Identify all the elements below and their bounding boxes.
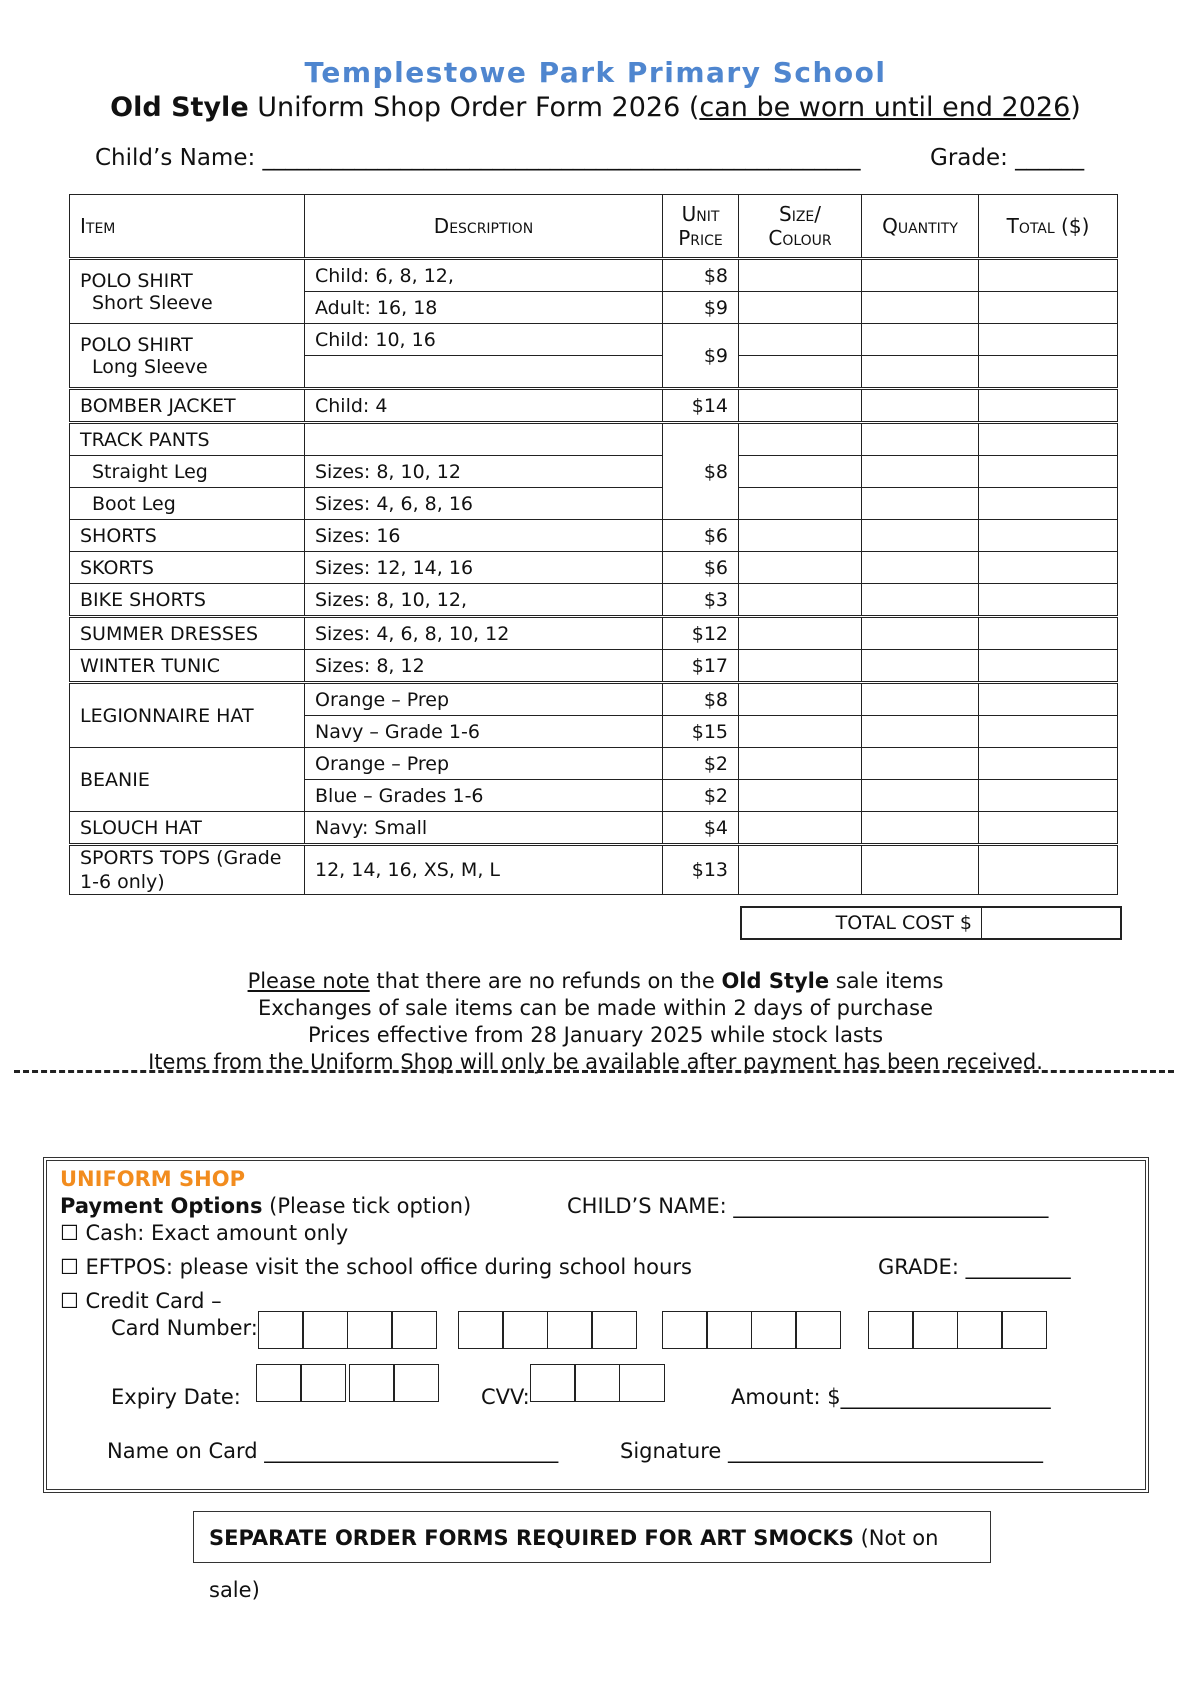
item-name: POLO SHIRT bbox=[80, 333, 193, 356]
payment-section bbox=[43, 1157, 1149, 1493]
card-number-label: Card Number: bbox=[111, 1316, 258, 1340]
size-input-cell[interactable] bbox=[739, 423, 862, 456]
total-input-cell[interactable] bbox=[979, 780, 1118, 812]
name-on-card-field[interactable]: Name on Card ____________________________ bbox=[107, 1439, 559, 1463]
digit-box[interactable] bbox=[258, 1311, 304, 1349]
title-rest: Uniform Shop Order Form 2026 ( bbox=[257, 92, 700, 123]
item-name: SUMMER DRESSES bbox=[70, 617, 305, 650]
size-input-cell[interactable] bbox=[739, 780, 862, 812]
note-text-b: sale items bbox=[829, 969, 944, 993]
total-input-cell[interactable] bbox=[979, 584, 1118, 617]
quantity-input-cell[interactable] bbox=[862, 292, 979, 324]
description-cell: Child: 10, 16 bbox=[305, 324, 663, 356]
quantity-input-cell[interactable] bbox=[862, 324, 979, 356]
description-cell bbox=[305, 423, 663, 456]
table-row bbox=[70, 812, 1118, 845]
total-input-cell[interactable] bbox=[979, 552, 1118, 584]
total-input-cell[interactable] bbox=[979, 650, 1118, 683]
cut-line-divider bbox=[14, 1070, 1174, 1073]
table-row bbox=[70, 456, 1118, 488]
size-input-cell[interactable] bbox=[739, 389, 862, 423]
total-input-cell[interactable] bbox=[979, 259, 1118, 292]
cash-checkbox[interactable]: ☐ Cash: Exact amount only bbox=[60, 1221, 349, 1245]
quantity-input-cell[interactable] bbox=[862, 845, 979, 895]
price-cell: $8 bbox=[663, 683, 739, 716]
size-input-cell[interactable] bbox=[739, 716, 862, 748]
expiry-label: Expiry Date: bbox=[111, 1385, 241, 1409]
total-input-cell[interactable] bbox=[979, 716, 1118, 748]
digit-box[interactable] bbox=[502, 1311, 548, 1349]
description-cell: Child: 6, 8, 12, bbox=[305, 259, 663, 292]
note-underlined: Please note bbox=[247, 969, 370, 993]
note-line-1 bbox=[0, 968, 1191, 995]
size-input-cell[interactable] bbox=[739, 292, 862, 324]
title-bold: Old Style bbox=[110, 92, 249, 123]
digit-box[interactable] bbox=[530, 1364, 576, 1402]
item-name: SLOUCH HAT bbox=[70, 812, 305, 845]
payment-options-rest: (Please tick option) bbox=[262, 1194, 472, 1218]
price-cell: $9 bbox=[663, 292, 739, 324]
digit-box[interactable] bbox=[1001, 1311, 1047, 1349]
expiry-month-boxes[interactable] bbox=[257, 1364, 346, 1402]
size-input-cell[interactable] bbox=[739, 584, 862, 617]
price-cell: $8 bbox=[663, 423, 739, 520]
size-input-cell[interactable] bbox=[739, 845, 862, 895]
price-cell: $14 bbox=[663, 389, 739, 423]
note-text-a: that there are no refunds on the bbox=[369, 969, 722, 993]
digit-box[interactable] bbox=[868, 1311, 914, 1349]
form-title bbox=[0, 92, 1191, 123]
price-cell: $6 bbox=[663, 552, 739, 584]
item-name: BIKE SHORTS bbox=[70, 584, 305, 617]
quantity-input-cell[interactable] bbox=[862, 650, 979, 683]
size-input-cell[interactable] bbox=[739, 520, 862, 552]
digit-box[interactable] bbox=[591, 1311, 637, 1349]
table-header-row bbox=[70, 195, 1118, 259]
price-cell: $4 bbox=[663, 812, 739, 845]
description-cell: Sizes: 4, 6, 8, 16 bbox=[305, 488, 663, 520]
size-input-cell[interactable] bbox=[739, 259, 862, 292]
title-close: ) bbox=[1070, 92, 1081, 123]
price-cell: $2 bbox=[663, 780, 739, 812]
description-cell: Sizes: 8, 12 bbox=[305, 650, 663, 683]
table-row bbox=[70, 617, 1118, 650]
quantity-input-cell[interactable] bbox=[862, 617, 979, 650]
table-row bbox=[70, 845, 1118, 895]
credit-card-checkbox[interactable]: ☐ Credit Card – bbox=[60, 1289, 222, 1313]
header-quantity: Quantity bbox=[862, 195, 979, 259]
digit-box[interactable] bbox=[391, 1311, 437, 1349]
price-cell: $12 bbox=[663, 617, 739, 650]
item-name: SHORTS bbox=[70, 520, 305, 552]
table-row bbox=[70, 683, 1118, 716]
digit-box[interactable] bbox=[547, 1311, 593, 1349]
size-input-cell[interactable] bbox=[739, 356, 862, 389]
eftpos-checkbox[interactable]: ☐ EFTPOS: please visit the school office during school hours bbox=[60, 1255, 692, 1279]
quantity-input-cell[interactable] bbox=[862, 356, 979, 389]
total-input-cell[interactable] bbox=[979, 292, 1118, 324]
item-name: POLO SHIRT bbox=[80, 269, 193, 292]
item-name: TRACK PANTS bbox=[70, 423, 305, 456]
total-input-cell[interactable] bbox=[979, 456, 1118, 488]
notes bbox=[0, 968, 1191, 1076]
table-row bbox=[70, 520, 1118, 552]
digit-box[interactable] bbox=[957, 1311, 1003, 1349]
digit-box[interactable] bbox=[751, 1311, 797, 1349]
digit-box[interactable] bbox=[619, 1364, 665, 1402]
total-input-cell[interactable] bbox=[979, 683, 1118, 716]
child-name-slip-field[interactable]: CHILD’S NAME: ______________________________ bbox=[567, 1194, 1049, 1218]
uniform-shop-label: UNIFORM SHOP bbox=[60, 1167, 245, 1191]
description-cell: Orange – Prep bbox=[305, 748, 663, 780]
quantity-input-cell[interactable] bbox=[862, 488, 979, 520]
item-name: SPORTS TOPS (Grade 1-6 only) bbox=[70, 845, 305, 895]
digit-box[interactable] bbox=[706, 1311, 752, 1349]
digit-box[interactable] bbox=[302, 1311, 348, 1349]
total-input-cell[interactable] bbox=[979, 748, 1118, 780]
price-cell: $3 bbox=[663, 584, 739, 617]
header-item: Item bbox=[70, 195, 305, 259]
payment-options-heading bbox=[60, 1194, 471, 1218]
total-input-cell[interactable] bbox=[979, 617, 1118, 650]
header-size-l1: Size/ bbox=[779, 202, 821, 226]
size-input-cell[interactable] bbox=[739, 812, 862, 845]
size-input-cell[interactable] bbox=[739, 683, 862, 716]
header-unit-l1: Unit bbox=[681, 202, 720, 226]
table-row bbox=[70, 748, 1118, 780]
header-size-colour bbox=[739, 195, 862, 259]
cvv-boxes[interactable] bbox=[531, 1364, 665, 1402]
child-name-field[interactable]: Child’s Name: ____________________________________________________ bbox=[95, 145, 861, 171]
price-cell: $15 bbox=[663, 716, 739, 748]
note-line-2: Exchanges of sale items can be made within 2 days of purchase bbox=[258, 996, 933, 1020]
digit-box[interactable] bbox=[795, 1311, 841, 1349]
description-cell: Sizes: 16 bbox=[305, 520, 663, 552]
size-input-cell[interactable] bbox=[739, 748, 862, 780]
price-cell: $2 bbox=[663, 748, 739, 780]
digit-box[interactable] bbox=[393, 1364, 439, 1402]
digit-box[interactable] bbox=[912, 1311, 958, 1349]
table-row bbox=[70, 488, 1118, 520]
total-cost-divider bbox=[981, 908, 982, 938]
quantity-input-cell[interactable] bbox=[862, 389, 979, 423]
price-cell: $13 bbox=[663, 845, 739, 895]
header-size-l2: Colour bbox=[768, 226, 832, 250]
description-cell bbox=[305, 356, 663, 389]
item-name: BEANIE bbox=[70, 748, 305, 812]
price-cell: $8 bbox=[663, 259, 739, 292]
title-underlined: can be worn until end 2026 bbox=[699, 92, 1071, 123]
item-sub: Boot Leg bbox=[70, 488, 305, 520]
total-cost-label: TOTAL COST $ bbox=[835, 912, 972, 934]
amount-field[interactable]: Amount: $____________________ bbox=[731, 1385, 1051, 1409]
item-sub: Long Sleeve bbox=[92, 355, 208, 378]
price-cell: $17 bbox=[663, 650, 739, 683]
table-row bbox=[70, 584, 1118, 617]
total-input-cell[interactable] bbox=[979, 423, 1118, 456]
grade-slip-field[interactable]: GRADE: __________ bbox=[878, 1255, 1071, 1279]
item-cell bbox=[70, 259, 305, 324]
price-cell: $9 bbox=[663, 324, 739, 389]
description-cell: Blue – Grades 1-6 bbox=[305, 780, 663, 812]
size-input-cell[interactable] bbox=[739, 650, 862, 683]
card-number-group-2[interactable] bbox=[459, 1311, 637, 1349]
total-cost-box bbox=[740, 906, 1122, 940]
digit-box[interactable] bbox=[458, 1311, 504, 1349]
item-name: SKORTS bbox=[70, 552, 305, 584]
digit-box[interactable] bbox=[349, 1364, 395, 1402]
total-input-cell[interactable] bbox=[979, 812, 1118, 845]
quantity-input-cell[interactable] bbox=[862, 584, 979, 617]
quantity-input-cell[interactable] bbox=[862, 423, 979, 456]
total-input-cell[interactable] bbox=[979, 520, 1118, 552]
table-row bbox=[70, 423, 1118, 456]
digit-box[interactable] bbox=[574, 1364, 620, 1402]
description-cell: Adult: 16, 18 bbox=[305, 292, 663, 324]
description-cell: Navy – Grade 1-6 bbox=[305, 716, 663, 748]
description-cell: Sizes: 4, 6, 8, 10, 12 bbox=[305, 617, 663, 650]
size-input-cell[interactable] bbox=[739, 552, 862, 584]
description-cell: Navy: Small bbox=[305, 812, 663, 845]
digit-box[interactable] bbox=[347, 1311, 393, 1349]
item-cell bbox=[70, 324, 305, 389]
header-unit-l2: Price bbox=[678, 226, 723, 250]
description-cell: Orange – Prep bbox=[305, 683, 663, 716]
signature-field[interactable]: Signature ______________________________ bbox=[620, 1439, 1043, 1463]
table-row bbox=[70, 650, 1118, 683]
table-row bbox=[70, 552, 1118, 584]
school-name: Templestowe Park Primary School bbox=[304, 56, 887, 89]
card-number-group-1[interactable] bbox=[259, 1311, 437, 1349]
quantity-input-cell[interactable] bbox=[862, 748, 979, 780]
item-sub: Straight Leg bbox=[70, 456, 305, 488]
card-number-group-4[interactable] bbox=[869, 1311, 1047, 1349]
quantity-input-cell[interactable] bbox=[862, 812, 979, 845]
digit-box[interactable] bbox=[300, 1364, 346, 1402]
card-number-group-3[interactable] bbox=[663, 1311, 841, 1349]
total-input-cell[interactable] bbox=[979, 389, 1118, 423]
quantity-input-cell[interactable] bbox=[862, 259, 979, 292]
description-cell: Child: 4 bbox=[305, 389, 663, 423]
quantity-input-cell[interactable] bbox=[862, 716, 979, 748]
header-description: Description bbox=[305, 195, 663, 259]
description-cell: Sizes: 8, 10, 12 bbox=[305, 456, 663, 488]
quantity-input-cell[interactable] bbox=[862, 683, 979, 716]
item-name: BOMBER JACKET bbox=[70, 389, 305, 423]
total-input-cell[interactable] bbox=[979, 845, 1118, 895]
order-table bbox=[69, 194, 1118, 895]
description-cell: Sizes: 8, 10, 12, bbox=[305, 584, 663, 617]
quantity-input-cell[interactable] bbox=[862, 456, 979, 488]
header-total: Total ($) bbox=[979, 195, 1118, 259]
total-input-cell[interactable] bbox=[979, 324, 1118, 356]
size-input-cell[interactable] bbox=[739, 488, 862, 520]
cvv-label: CVV: bbox=[481, 1385, 530, 1409]
size-input-cell[interactable] bbox=[739, 456, 862, 488]
expiry-year-boxes[interactable] bbox=[350, 1364, 439, 1402]
quantity-input-cell[interactable] bbox=[862, 552, 979, 584]
digit-box[interactable] bbox=[662, 1311, 708, 1349]
item-sub: Short Sleeve bbox=[92, 291, 213, 314]
table-row bbox=[70, 259, 1118, 292]
size-input-cell[interactable] bbox=[739, 617, 862, 650]
quantity-input-cell[interactable] bbox=[862, 520, 979, 552]
art-smocks-notice bbox=[193, 1511, 991, 1602]
description-cell: Sizes: 12, 14, 16 bbox=[305, 552, 663, 584]
payment-options-bold: Payment Options bbox=[60, 1194, 263, 1218]
quantity-input-cell[interactable] bbox=[862, 780, 979, 812]
total-input-cell[interactable] bbox=[979, 488, 1118, 520]
note-line-3: Prices effective from 28 January 2025 while stock lasts bbox=[307, 1023, 884, 1047]
grade-field[interactable]: Grade: ______ bbox=[930, 145, 1085, 171]
table-row bbox=[70, 389, 1118, 423]
description-cell: 12, 14, 16, XS, M, L bbox=[305, 845, 663, 895]
price-cell: $6 bbox=[663, 520, 739, 552]
uniform-shop-title bbox=[60, 1167, 245, 1191]
art-smocks-bold: SEPARATE ORDER FORMS REQUIRED FOR ART SMOCKS bbox=[209, 1526, 854, 1550]
table-row bbox=[70, 324, 1118, 356]
item-name: WINTER TUNIC bbox=[70, 650, 305, 683]
art-smocks-rest: (Not on sale) bbox=[209, 1526, 939, 1602]
note-line-4: Items from the Uniform Shop will only be available after payment has been received. bbox=[148, 1050, 1043, 1074]
header-unit-price bbox=[663, 195, 739, 259]
size-input-cell[interactable] bbox=[739, 324, 862, 356]
total-input-cell[interactable] bbox=[979, 356, 1118, 389]
note-bold: Old Style bbox=[721, 969, 830, 993]
digit-box[interactable] bbox=[256, 1364, 302, 1402]
item-name: LEGIONNAIRE HAT bbox=[70, 683, 305, 748]
